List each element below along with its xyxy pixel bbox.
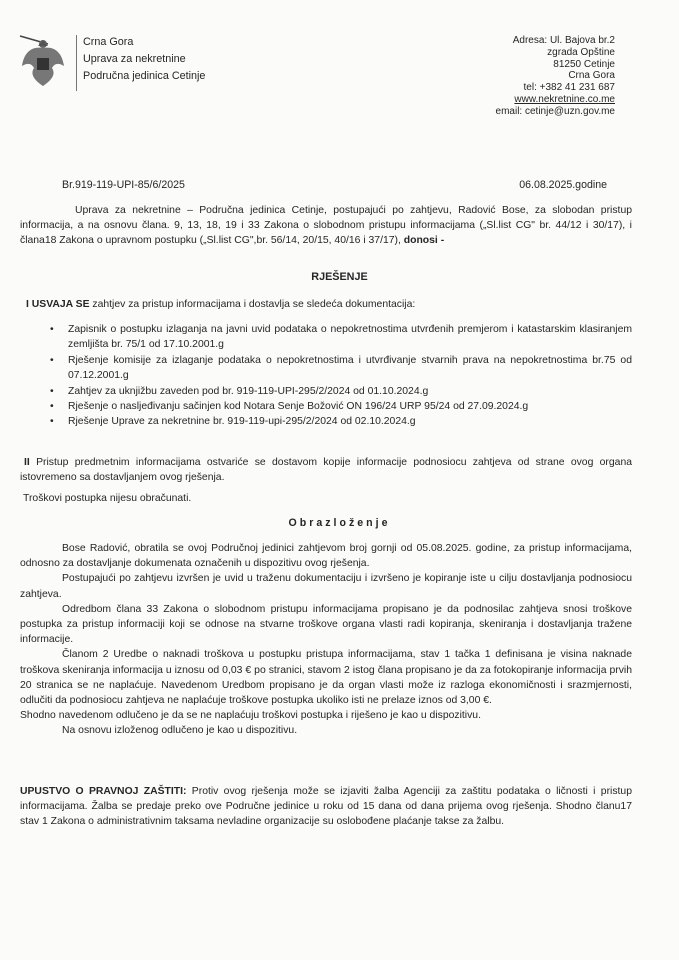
list-item: • Rješenje o nasljeđivanju sačinjen kod Notara Senje Božović ON 196/24 URP 95/24 od 27.09.2024.g: [20, 399, 632, 414]
reasoning-paragraph: Odredbom člana 33 Zakona o slobodnom pristupu informacijama propisano je da podnosilac zahtjeva snosi troškove postupka za pristup informaciji koji se odnose na stvarne troškove organa vlasti radi kopiranja, skeniranja i dostavljanja tražene informacije.: [20, 603, 632, 646]
address-line: Adresa: Ul. Bajova br.2: [512, 35, 615, 46]
section-1: [26, 297, 638, 312]
reasoning-section: [20, 541, 632, 739]
org-agency: Uprava za nekretnine: [83, 53, 186, 65]
documents-list: [20, 322, 632, 430]
section-1-text: zahtjev za pristup informacijama i dostavlja se sledeća dokumentacija:: [92, 299, 416, 310]
legal-remedy-text: Protiv ovog rješenja može se izjaviti žalba Agenciji za zaštitu podataka o ličnosti i pristup informacijama. Žalba se predaje preko ove Područne jedinice u roku od 15 dana od dana prijema ovog rješenja. Shodno članu17 stav 1 Zakona o administrativnim taksama nevladine organizacije su oslobođene plaćanje takse za žalbu.: [20, 786, 632, 828]
website-link[interactable]: www.nekretnine.co.me: [514, 93, 615, 105]
address-line: Crna Gora: [568, 70, 615, 82]
reasoning-paragraph: Bose Radović, obratila se ovoj Područnoj jedinici zahtjevom broj gornji od 05.08.2025. godine, za pristup informacijama, odnosno za dostavljanje dokumenata označenih u dispozitivu ovog rješenja.: [20, 543, 632, 570]
reasoning-paragraph: Članom 2 Uredbe o naknadi troškova u postupku pristupa informacijama, stav 1 tačka 1 definisana je visina naknade troškova skeniranja informacija u iznosu od 0,03 € po stranici, stavom 2 istog člana propisano je da za fotokopiranje informacija prvih 20 stranica se ne naplaćuje. Navedenom Uredbom propisano je da organ vlasti može iz razloga ekonomičnosti i srazmjernosti, odlučiti da podnosiocu zahtjeva ne naplaćuje troškove postupka ukoliko isti ne prelaze iznos od 3,00 €.: [20, 649, 632, 707]
reasoning-paragraph: Postupajući po zahtjevu izvršen je uvid u traženu dokumentaciju i izvršeno je kopiranje iste u cilju dostavljanja podnosiocu zahtjeva.: [20, 573, 632, 600]
document-date: 06.08.2025.godine: [519, 179, 607, 191]
legal-remedy: [20, 784, 632, 830]
address-line: zgrada Opštine: [547, 46, 615, 58]
reasoning-final: Na osnovu izloženog odlučeno je kao u dispozitivu.: [62, 725, 298, 737]
list-item: • Zapisnik o postupku izlaganja na javni uvid podataka o nepokretnostima utvrđenih premjerom i katastarskim klasiranjem zemljišta br. 75/1 od 17.10.2001.g: [20, 322, 632, 353]
intro-text: Uprava za nekretnine – Područna jedinica Cetinje, postupajući po zahtjevu, Radović Bose, za slobodan pristup informacija, a na osnovu člana. 9, 13, 18, 19 i 33 Zakona o slobodnom pristupu informacijama („Sl.list CG" br. 44/12 i 30/17), i člana18 Zakona o upravnom postupku („Sl.list CG",br. 56/14, 20/15, 40/16 i 37/17),: [20, 205, 632, 247]
reference-number: Br.919-119-UPI-85/6/2025: [62, 179, 185, 191]
org-country: Crna Gora: [83, 36, 134, 48]
section-2-bold: II: [24, 457, 30, 468]
list-item: • Rješenje komisije za izlaganje podataka o nepokretnostima i utvrđivanje stvarnih prava na nepokretnostima br.75 od 07.12.2001.g: [20, 353, 632, 384]
intro-paragraph: [20, 203, 632, 249]
reasoning-conclusion: Shodno navedenom odlučeno je da se ne naplaćuju troškovi postupka i riješeno je kao u dispozitivu.: [20, 710, 481, 722]
legal-remedy-bold: UPUSTVO O PRAVNOJ ZAŠTITI:: [20, 786, 187, 797]
coat-of-arms-logo: [18, 30, 68, 90]
intro-bold: donosi -: [403, 235, 445, 247]
decision-title: RJEŠENJE: [311, 271, 368, 283]
section-1-bold: I USVAJA SE: [26, 299, 90, 310]
contact-address: [496, 35, 615, 118]
section-2: [20, 455, 632, 485]
address-line: 81250 Cetinje: [553, 58, 615, 70]
org-unit: Područna jedinica Cetinje: [83, 70, 206, 82]
costs-note: Troškovi postupka nijesu obračunati.: [23, 493, 192, 504]
list-item: • Rješenje Uprave za nekretnine br. 919-119-upi-295/2/2024 od 02.10.2024.g: [20, 414, 632, 429]
header-divider: [76, 35, 77, 91]
section-2-text: Pristup predmetnim informacijama ostvariće se dostavom kopije informacije podnosiocu zahtjeva od strane ovog organa istovremeno sa dostavljanjem ovog rješenja.: [20, 457, 633, 484]
email: email: cetinje@uzn.gov.me: [495, 105, 615, 117]
reasoning-title: Obrazloženje: [288, 517, 391, 529]
organization-name: [83, 34, 205, 85]
phone: tel: +382 41 231 687: [523, 82, 615, 94]
list-item: • Zahtjev za uknjižbu zaveden pod br. 919-119-UPI-295/2/2024 od 01.10.2024.g: [20, 384, 632, 399]
